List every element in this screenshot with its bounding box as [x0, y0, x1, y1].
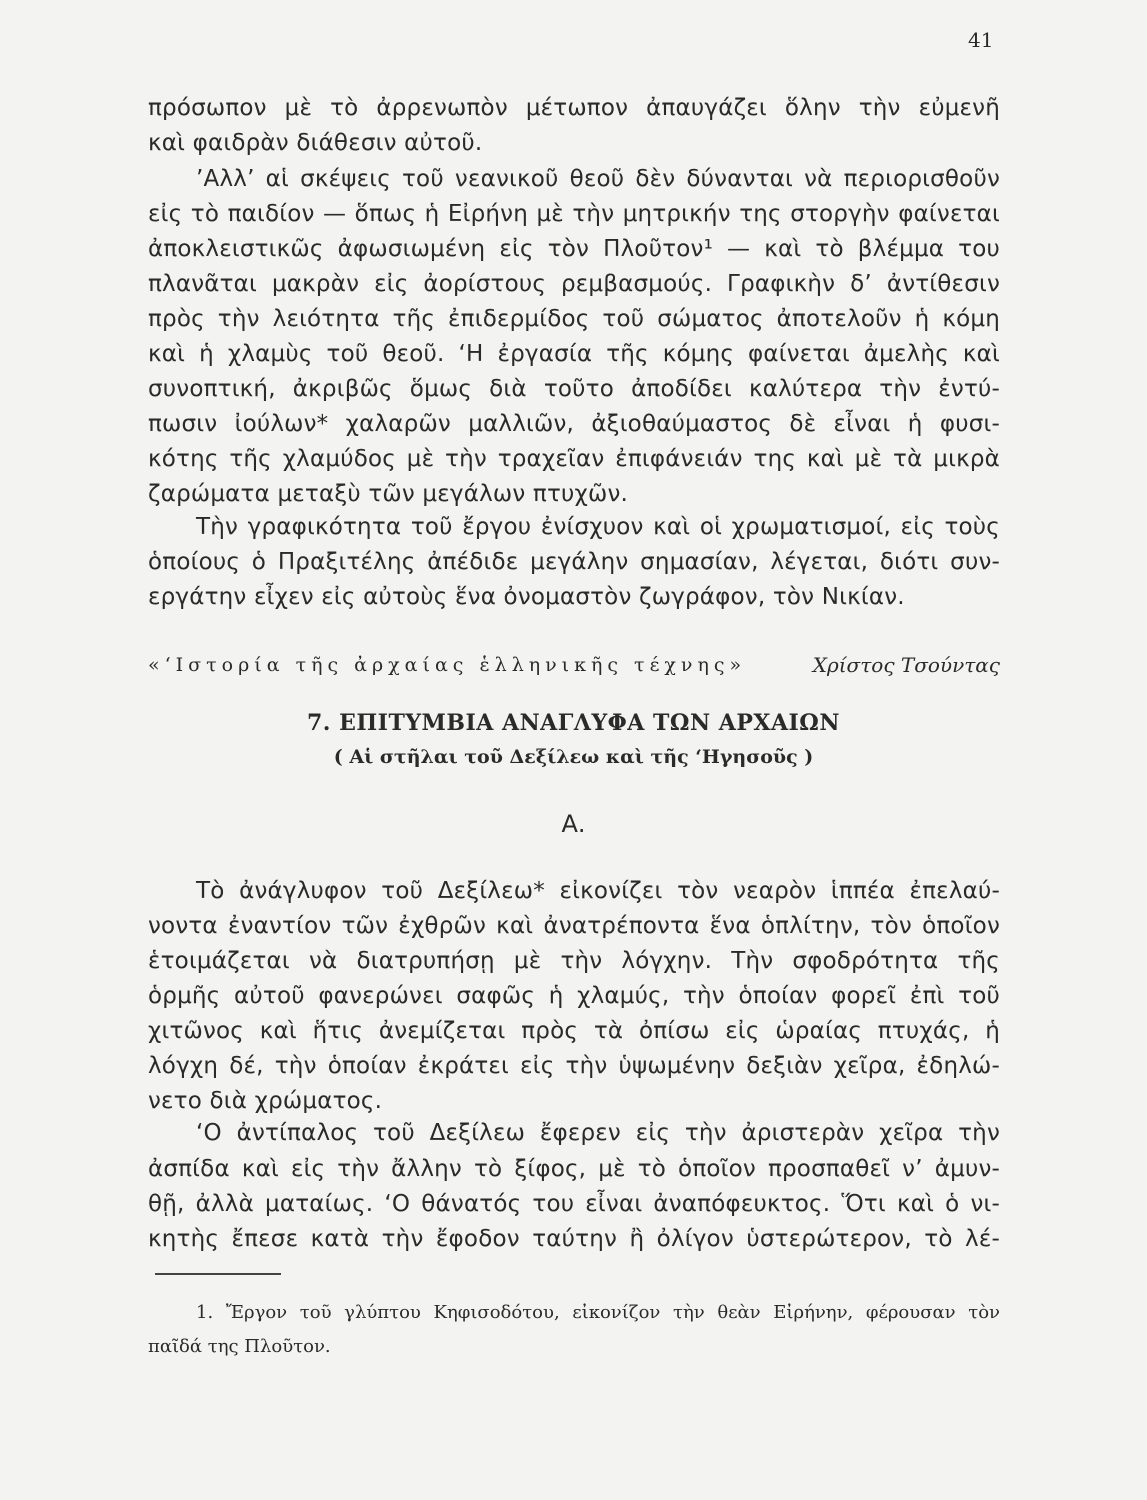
- source-work: «‘Ιστορία τῆς ἀρχαίας ἑλληνικῆς τέχνης»: [148, 654, 747, 676]
- text-line: Τὸ ἀνάγλυφον τοῦ Δεξίλεω* εἰκονίζει τὸν νεαρὸν ἱππέα ἐπελαύ-: [196, 878, 1000, 904]
- text-line: κότης τῆς χλαμύδος μὲ τὴν τραχεῖαν ἐπιφάνειάν της καὶ μὲ τὰ μικρὰ: [148, 446, 1000, 472]
- text-line: ἀσπίδα καὶ εἰς τὴν ἄλλην τὸ ξίφος, μὲ τὸ ὁποῖον προσπαθεῖ ν’ ἀμυν-: [148, 1156, 1000, 1182]
- text-line: νοντα ἐναντίον τῶν ἐχθρῶν καὶ ἀνατρέποντα ἕνα ὁπλίτην, τὸν ὁποῖον: [148, 913, 1000, 939]
- text-line: συνοπτική, ἀκριβῶς ὅμως διὰ τοῦτο ἀποδίδει καλύτερα τὴν ἐντύ-: [148, 376, 1000, 402]
- section-part: Α.: [561, 810, 586, 838]
- text-line: ζαρώματα μεταξὺ τῶν μεγάλων πτυχῶν.: [148, 481, 629, 507]
- footnote-divider: [155, 1273, 281, 1275]
- text-line: ‘Ο ἀντίπαλος τοῦ Δεξίλεω ἔφερεν εἰς τὴν ἀριστερὰν χεῖρα τὴν: [196, 1120, 1000, 1146]
- text-line: καὶ ἡ χλαμὺς τοῦ θεοῦ. ‘Η ἐργασία τῆς κόμης φαίνεται ἀμελὴς καὶ: [148, 341, 1000, 367]
- text-line: ὁρμῆς αὐτοῦ φανερώνει σαφῶς ἡ χλαμύς, τὴν ὁποίαν φορεῖ ἐπὶ τοῦ: [148, 983, 1000, 1009]
- text-line: ἑτοιμάζεται νὰ διατρυπήσῃ μὲ τὴν λόγχην. Τὴν σφοδρότητα τῆς: [148, 948, 1000, 974]
- text-line: λόγχη δέ, τὴν ὁποίαν ἐκράτει εἰς τὴν ὑψωμένην δεξιὰν χεῖρα, ἐδηλώ-: [148, 1053, 1000, 1079]
- text-line: χιτῶνος καὶ ἥτις ἀνεμίζεται πρὸς τὰ ὀπίσω εἰς ὡραίας πτυχάς, ἡ: [148, 1018, 1000, 1044]
- section-subtitle: ( Αἱ στῆλαι τοῦ Δεξίλεω καὶ τῆς ‘Ηγησοῦς ): [333, 746, 814, 768]
- text-line: κητὴς ἔπεσε κατὰ τὴν ἔφοδον ταύτην ἢ ὀλίγον ὑστερώτερον, τὸ λέ-: [148, 1226, 1000, 1252]
- text-line: νετο διὰ χρώματος.: [148, 1088, 383, 1114]
- footnote-line: παῖδά της Πλοῦτον.: [148, 1336, 331, 1357]
- text-line: καὶ φαιδρὰν διάθεσιν αὐτοῦ.: [148, 130, 483, 156]
- text-line: ’Αλλ’ αἱ σκέψεις τοῦ νεανικοῦ θεοῦ δὲν δύνανται νὰ περιορισθοῦν: [196, 166, 1000, 192]
- page-number: 41: [968, 28, 994, 52]
- text-line: εἰς τὸ παιδίον — ὅπως ἡ Εἰρήνη μὲ τὴν μητρικήν της στοργὴν φαίνεται: [148, 201, 1000, 227]
- text-line: Τὴν γραφικότητα τοῦ ἔργου ἐνίσχυον καὶ οἱ χρωματισμοί, εἰς τοὺς: [196, 514, 1000, 540]
- text-line: πρόσωπον μὲ τὸ ἀρρενωπὸν μέτωπον ἀπαυγάζει ὅλην τὴν εὐμενῆ: [148, 95, 1000, 121]
- text-line: πωσιν ἰούλων* χαλαρῶν μαλλιῶν, ἀξιοθαύμαστος δὲ εἶναι ἡ φυσι-: [148, 411, 1000, 437]
- footnote-line: 1. Ἔργον τοῦ γλύπτου Κηφισοδότου, εἰκονίζον τὴν θεὰν Εἰρήνην, φέρουσαν τὸν: [196, 1302, 1000, 1323]
- text-line: ἀποκλειστικῶς ἀφωσιωμένη εἰς τὸν Πλοῦτον¹ — καὶ τὸ βλέμμα του: [148, 236, 1000, 262]
- source-citation: [148, 650, 1000, 680]
- text-line: ὁποίους ὁ Πραξιτέλης ἀπέδιδε μεγάλην σημασίαν, λέγεται, διότι συν-: [148, 549, 1000, 575]
- text-line: θῇ, ἀλλὰ ματαίως. ‘Ο θάνατός του εἶναι ἀναπόφευκτος. Ὅτι καὶ ὁ νι-: [148, 1191, 1000, 1217]
- text-line: πρὸς τὴν λειότητα τῆς ἐπιδερμίδος τοῦ σώματος ἀποτελοῦν ἡ κόμη: [148, 306, 1000, 332]
- text-line: πλανᾶται μακρὰν εἰς ἀορίστους ρεμβασμούς. Γραφικὴν δ’ ἀντίθεσιν: [148, 271, 1000, 297]
- section-title: 7. ΕΠΙΤΥΜΒΙΑ ΑΝΑΓΛΥΦΑ ΤΩΝ ΑΡΧΑΙΩΝ: [307, 710, 840, 736]
- text-line: εργάτην εἶχεν εἰς αὐτοὺς ἕνα ὀνομαστὸν ζωγράφον, τὸν Νικίαν.: [148, 584, 905, 610]
- source-author: Χρίστος Τσούντας: [812, 653, 1000, 677]
